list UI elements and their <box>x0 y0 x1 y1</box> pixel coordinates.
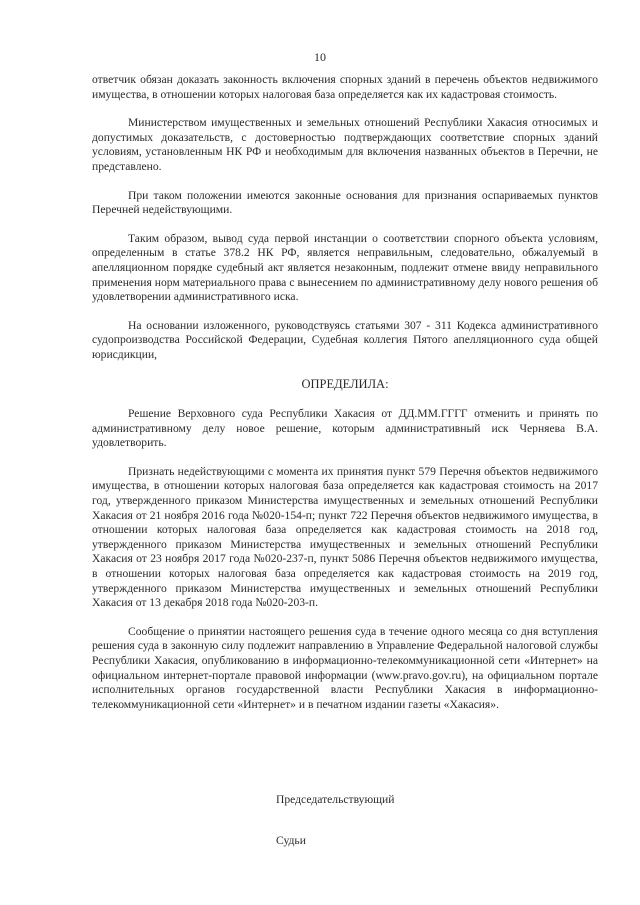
page-number: 10 <box>314 50 326 64</box>
paragraph-publication: Сообщение о принятии настоящего решения суда в течение одного месяца со дня вступления решения суда в законную силу подлежит направлению в Управление Федеральной налоговой службы Республики Хакасия, опубликованию в информационно-телекоммуникационной сети «Интернет» на официальном интернет-портале правовой информации (www.pravo.gov.ru), на официальном портале исполнительных органов государственной власти Республики Хакасия в информационно-телекоммуникационной сети «Интернет» и в печатном издании газеты «Хакасия». <box>92 624 598 711</box>
paragraph-no-evidence: Министерством имущественных и земельных отношений Республики Хакасия относимых и допустимых доказательств, с достоверностью подтверждающих соответствие спорных зданий условиям, установленным НК РФ и необходимым для включения названных объектов в Перечни, не представлено. <box>92 116 598 173</box>
paragraph-conclusion: Таким образом, вывод суда первой инстанции о соответствии спорного объекта условиям, определенным в статье 378.2 НК РФ, является неправильным, следовательно, обжалуемый в апелляционном порядке судебный акт является незаконным, подлежит отмене ввиду неправильного применения норм материального права с вынесением по административному делу нового решения об удовлетворении административного иска. <box>92 231 598 304</box>
paragraph-overturn: Решение Верховного суда Республики Хакасия от ДД.ММ.ГГГГ отменить и принять по административному делу новое решение, которым административный иск Черняева В.А. удовлетворить. <box>92 407 598 450</box>
presiding-judge-label: Председательствующий <box>276 793 395 806</box>
paragraph-burden-of-proof: ответчик обязан доказать законность включения спорных зданий в перечень объектов недвижимого имущества, в отношении которых налоговая база определяется как их кадастровая стоимость. <box>92 73 598 101</box>
paragraph-based-on: На основании изложенного, руководствуясь статьями 307 - 311 Кодекса административного судопроизводства Российской Федерации, Судебная коллегия Пятого апелляционного суда общей юрисдикции, <box>92 318 598 361</box>
document-body <box>92 73 598 726</box>
paragraph-invalidate-items: Признать недействующими с момента их принятия пункт 579 Перечня объектов недвижимого имущества, в отношении которых налоговая база определяется как кадастровая стоимость на 2017 год, утвержденного приказом Министерства имущественных и земельных отношений Республики Хакасия от 21 ноября 2016 года №020-154-п; пункт 722 Перечня объектов недвижимого имущества, в отношении которых налоговая база определяется как кадастровая стоимость на 2018 год, утвержденного приказом Министерства имущественных и земельных отношений Республики Хакасия от 23 ноября 2017 года №020-237-п, пункт 5086 Перечня объектов недвижимого имущества, в отношении которых налоговая база определяется как кадастровая стоимость на 2019 год, утвержденного приказом Министерства имущественных и земельных отношений Республики Хакасия от 13 декабря 2018 года №020-203-п. <box>92 464 598 610</box>
paragraph-legal-grounds: При таком положении имеются законные основания для признания оспариваемых пунктов Перечней недействующими. <box>92 188 598 217</box>
decision-heading: ОПРЕДЕЛИЛА: <box>301 376 389 391</box>
judges-label: Судьи <box>276 834 306 847</box>
